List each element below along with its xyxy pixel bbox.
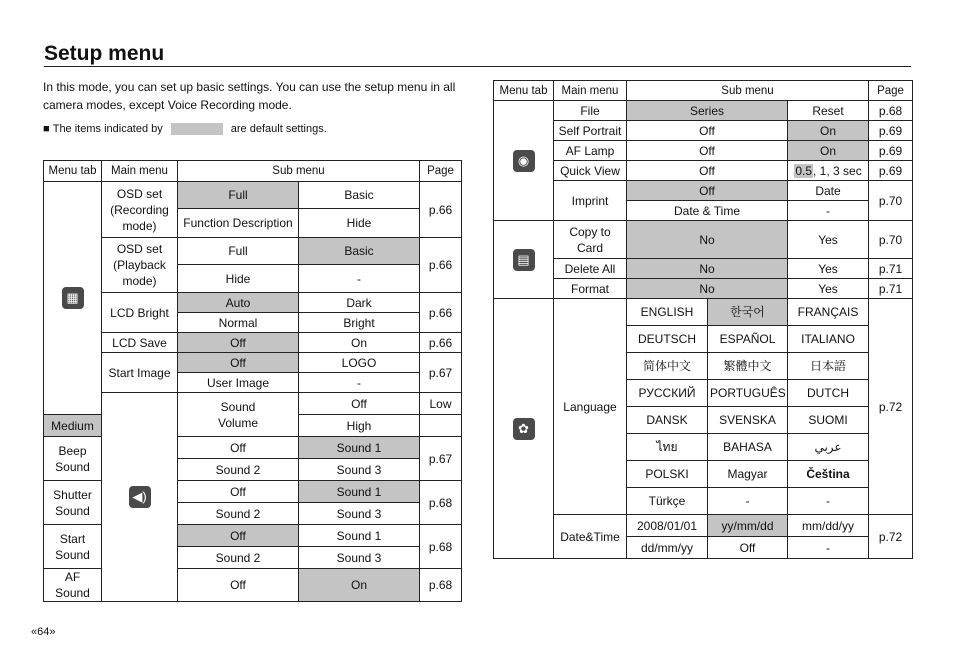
header-page: Page: [869, 81, 913, 101]
sub-cell: No: [627, 221, 788, 259]
page-cell: p.72: [869, 515, 913, 559]
sub-cell: Sound 3: [299, 547, 420, 569]
memory-setup-icon: ▤: [513, 249, 535, 271]
lang-cell: BAHASA: [708, 434, 788, 461]
main-osd-playback: OSD set (Playback mode): [102, 238, 178, 293]
default-swatch: [171, 123, 223, 135]
main-osd-recording: OSD set (Recording mode): [102, 182, 178, 238]
sub-cell: Yes: [788, 279, 869, 299]
memory-tab-cell: [494, 221, 554, 299]
title-rule: [44, 66, 911, 67]
main-quick-view: Quick View: [554, 161, 627, 181]
page-number: «64»: [31, 626, 56, 638]
display-setup-icon: ▦: [62, 287, 84, 309]
main-file: File: [554, 101, 627, 121]
lang-cell: ไทย: [627, 434, 708, 461]
main-language: Language: [554, 299, 627, 515]
sub-cell: Auto: [178, 293, 299, 313]
main-format: Format: [554, 279, 627, 299]
main-delete-all: Delete All: [554, 259, 627, 279]
header-sub-menu: Sub menu: [627, 81, 869, 101]
lang-cell: DANSK: [627, 407, 708, 434]
quick-view-rest: , 1, 3 sec: [813, 163, 862, 178]
page-cell: p.66: [420, 293, 462, 333]
sub-cell: No: [627, 279, 788, 299]
page-cell: p.67: [420, 437, 462, 481]
lang-cell: SUOMI: [788, 407, 869, 434]
sub-cell: mm/dd/yy: [788, 515, 869, 537]
lang-cell: ENGLISH: [627, 299, 708, 326]
sub-cell: Sound 2: [178, 459, 299, 481]
main-self-portrait: Self Portrait: [554, 121, 627, 141]
sub-cell: On: [788, 121, 869, 141]
sub-cell: Sound 1: [299, 437, 420, 459]
page-cell: p.69: [869, 121, 913, 141]
sub-cell: Sound 2: [178, 547, 299, 569]
page-cell: p.71: [869, 279, 913, 299]
lang-cell: РУССКИЙ: [627, 380, 708, 407]
header-main-menu: Main menu: [102, 161, 178, 182]
sub-cell: Sound 1: [299, 481, 420, 503]
page-cell: p.66: [420, 238, 462, 293]
camera-setup-icon: ◉: [513, 150, 535, 172]
lang-cell: SVENSKA: [708, 407, 788, 434]
sub-cell: Hide: [299, 209, 420, 238]
note-after: are default settings.: [230, 123, 327, 135]
sub-cell: Sound 3: [299, 459, 420, 481]
main-beep-sound: Beep Sound: [44, 437, 102, 481]
sub-cell: Dark: [299, 293, 420, 313]
lang-cell: ESPAÑOL: [708, 326, 788, 353]
sub-cell: Off: [708, 537, 788, 559]
page-cell: p.67: [420, 353, 462, 393]
main-sound-volume: Sound Volume: [178, 393, 299, 437]
page-cell: p.72: [869, 299, 913, 515]
page-cell: p.70: [869, 221, 913, 259]
sub-cell: On: [299, 569, 420, 602]
sub-cell: Off: [178, 525, 299, 547]
sub-cell: Off: [627, 141, 788, 161]
display-tab-cell: [44, 182, 102, 415]
page-cell: p.70: [869, 181, 913, 221]
setup-table-right: [493, 80, 913, 559]
quick-view-default: 0.5: [795, 163, 812, 178]
sub-cell: Full: [178, 182, 299, 209]
lang-cell: Türkçe: [627, 488, 708, 515]
sub-cell: Hide: [178, 265, 299, 293]
lang-cell: عربي: [788, 434, 869, 461]
sub-cell: Bright: [299, 313, 420, 333]
main-start-sound: Start Sound: [44, 525, 102, 569]
header-sub-menu: Sub menu: [178, 161, 420, 182]
sub-cell: Function Description: [178, 209, 299, 238]
gear-tab-cell: [494, 299, 554, 559]
sub-cell-quick-view: [788, 161, 869, 181]
sub-cell: Low: [420, 393, 462, 415]
lang-cell: -: [708, 488, 788, 515]
main-imprint: Imprint: [554, 181, 627, 221]
lang-cell: DUTCH: [788, 380, 869, 407]
lang-cell: Čeština: [788, 461, 869, 488]
sub-cell: -: [788, 201, 869, 221]
header-menu-tab: Menu tab: [494, 81, 554, 101]
sub-cell: Off: [627, 121, 788, 141]
lang-cell: PORTUGUÊS: [708, 380, 788, 407]
sub-cell: Medium: [44, 415, 102, 437]
sub-cell: User Image: [178, 373, 299, 393]
page-cell: p.68: [869, 101, 913, 121]
gear-icon: ✿: [513, 418, 535, 440]
sub-cell: -: [299, 373, 420, 393]
page-cell: p.68: [420, 481, 462, 525]
sub-cell: Series: [627, 101, 788, 121]
sub-cell: Date & Time: [627, 201, 788, 221]
sub-cell: Off: [178, 437, 299, 459]
lang-cell: 繁體中文: [708, 353, 788, 380]
main-af-sound: AF Sound: [44, 569, 102, 602]
sub-cell: Off: [627, 161, 788, 181]
sub-cell: -: [299, 265, 420, 293]
page-cell: p.68: [420, 525, 462, 569]
main-start-image: Start Image: [102, 353, 178, 393]
sub-cell: Reset: [788, 101, 869, 121]
sub-cell: Basic: [299, 238, 420, 265]
sub-cell: Off: [178, 353, 299, 373]
note-bullet: ■: [43, 123, 50, 135]
main-date-time: Date&Time: [554, 515, 627, 559]
main-copy-to-card: Copy to Card: [554, 221, 627, 259]
sound-tab-cell: [102, 393, 178, 602]
main-shutter-sound: Shutter Sound: [44, 481, 102, 525]
lang-cell: Magyar: [708, 461, 788, 488]
sub-cell: No: [627, 259, 788, 279]
header-main-menu: Main menu: [554, 81, 627, 101]
sub-cell: On: [299, 333, 420, 353]
lang-cell: FRANÇAIS: [788, 299, 869, 326]
lang-cell: 한국어: [708, 299, 788, 326]
main-lcd-save: LCD Save: [102, 333, 178, 353]
page-cell: p.69: [869, 161, 913, 181]
sub-cell: Yes: [788, 221, 869, 259]
sub-cell: Off: [627, 181, 788, 201]
sub-cell: Off: [178, 481, 299, 503]
intro-text: In this mode, you can set up basic settings. You can use the setup menu in all camera modes, except Voice Recording mode.: [43, 80, 456, 112]
page-cell: p.69: [869, 141, 913, 161]
page-cell: p.71: [869, 259, 913, 279]
sub-cell: Off: [178, 569, 299, 602]
camera-tab-cell: [494, 101, 554, 221]
sub-cell: Sound 3: [299, 503, 420, 525]
sub-cell: yy/mm/dd: [708, 515, 788, 537]
sub-cell: Yes: [788, 259, 869, 279]
sub-cell: dd/mm/yy: [627, 537, 708, 559]
sub-cell: 2008/01/01: [627, 515, 708, 537]
sub-cell: LOGO: [299, 353, 420, 373]
sub-cell: Off: [299, 393, 420, 415]
page-cell: p.66: [420, 333, 462, 353]
sub-cell: Sound 2: [178, 503, 299, 525]
page-cell: p.66: [420, 182, 462, 238]
header-menu-tab: Menu tab: [44, 161, 102, 182]
sub-cell: Full: [178, 238, 299, 265]
sub-cell: Sound 1: [299, 525, 420, 547]
sub-cell: Normal: [178, 313, 299, 333]
lang-cell: ITALIANO: [788, 326, 869, 353]
main-af-lamp: AF Lamp: [554, 141, 627, 161]
sub-cell: -: [788, 537, 869, 559]
default-note: [43, 123, 327, 135]
lang-cell: 简体中文: [627, 353, 708, 380]
note-before: The items indicated by: [52, 123, 163, 135]
sub-cell: On: [788, 141, 869, 161]
main-lcd-bright: LCD Bright: [102, 293, 178, 333]
lang-cell: POLSKI: [627, 461, 708, 488]
page-cell: p.68: [420, 569, 462, 602]
sub-cell: Date: [788, 181, 869, 201]
lang-cell: DEUTSCH: [627, 326, 708, 353]
lang-cell: -: [788, 488, 869, 515]
speaker-icon: ◀): [129, 486, 151, 508]
sub-cell: Basic: [299, 182, 420, 209]
lang-cell: 日本語: [788, 353, 869, 380]
setup-table-left: [43, 160, 462, 602]
sub-cell: High: [299, 415, 420, 437]
sub-cell: Off: [178, 333, 299, 353]
header-page: Page: [420, 161, 462, 182]
page-title: Setup menu: [44, 42, 165, 65]
